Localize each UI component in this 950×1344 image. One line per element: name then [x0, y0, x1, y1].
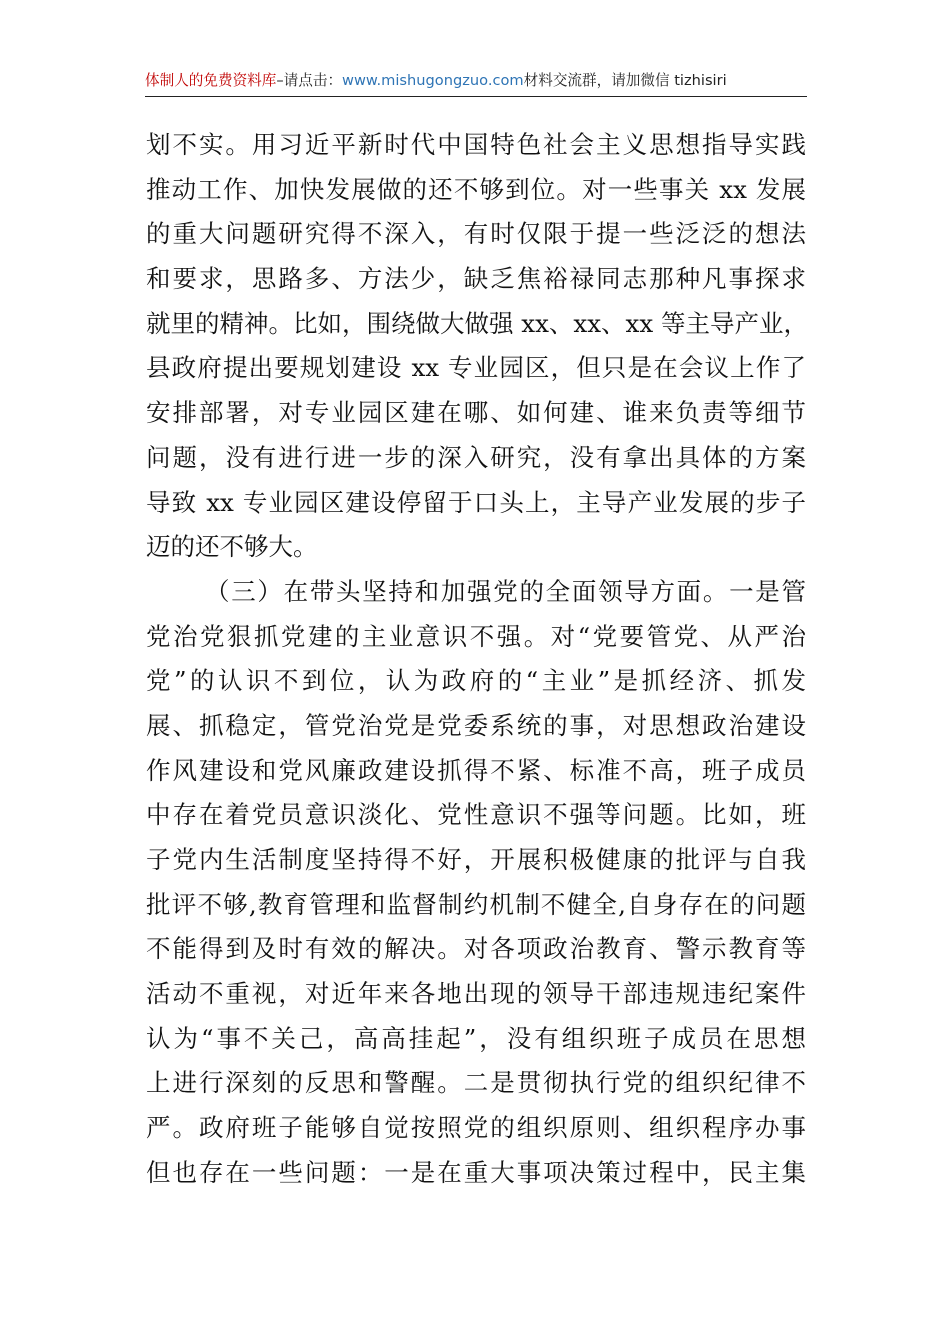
text-line: 批评不够,教育管理和监督制约机制不健全,自身存在的问题: [146, 889, 806, 919]
text-line: 划不实。用习近平新时代中国特色社会主义思想指导实践: [146, 130, 806, 159]
header-brand: 体制人的免费资料库: [145, 72, 277, 89]
text-line: 认为“事不关己，高高挂起”，没有组织班子成员在思想: [146, 1023, 806, 1053]
text-line: 党”的认识不到位，认为政府的“主业”是抓经济、抓发: [146, 666, 806, 696]
text-line: 迈的还不够大。: [146, 532, 318, 562]
text-line: 活动不重视，对近年来各地出现的领导干部违规违纪案件: [146, 979, 806, 1009]
header-prompt: –请点击：: [276, 72, 343, 89]
text-line: 的重大问题研究得不深入，有时仅限于提一些泛泛的想法: [146, 219, 806, 249]
text-line: 和要求，思路多、方法少，缺乏焦裕禄同志那种凡事探求: [146, 264, 806, 294]
text-line: 作风建设和党风廉政建设抓得不紧、标准不高，班子成员: [146, 755, 806, 785]
document-body: [146, 123, 806, 1196]
header-url-link[interactable]: www.mishugongzuo.com: [342, 72, 524, 89]
text-line: 导致 xx 专业园区建设停留于口头上，主导产业发展的步子: [146, 487, 806, 517]
header-tail: 材料交流群，请加微信 tizhisiri: [523, 72, 727, 89]
text-line: 问题，没有进行进一步的深入研究，没有拿出具体的方案: [146, 442, 806, 472]
text-line: 中存在着党员意识淡化、党性意识不强等问题。比如，班: [146, 800, 806, 830]
text-line: 县政府提出要规划建设 xx 专业园区，但只是在会议上作了: [146, 353, 806, 383]
text-line: 子党内生活制度坚持得不好，开展积极健康的批评与自我: [146, 845, 806, 874]
text-line: 党治党狠抓党建的主业意识不强。对“党要管党、从严治: [146, 621, 806, 651]
text-line: 展、抓稳定，管党治党是党委系统的事，对思想政治建设: [146, 710, 806, 740]
text-line: 不能得到及时有效的解决。对各项政治教育、警示教育等: [146, 934, 806, 964]
page-header: [145, 66, 807, 97]
text-line: 严。政府班子能够自觉按照党的组织原则、组织程序办事: [146, 1113, 806, 1143]
text-line-section-heading: （三）在带头坚持和加强党的全面领导方面。一是管: [205, 576, 806, 606]
text-line: 安排部署，对专业园区建在哪、如何建、谁来负责等细节: [146, 398, 806, 428]
text-line: 推动工作、加快发展做的还不够到位。对一些事关 xx 发展: [146, 174, 806, 204]
text-line: 但也存在一些问题：一是在重大事项决策过程中，民主集: [146, 1157, 806, 1187]
text-line: 上进行深刻的反思和警醒。二是贯彻执行党的组织纪律不: [146, 1068, 806, 1098]
text-line: 就里的精神。比如，围绕做大做强 xx、xx、xx 等主导产业，: [146, 308, 808, 338]
